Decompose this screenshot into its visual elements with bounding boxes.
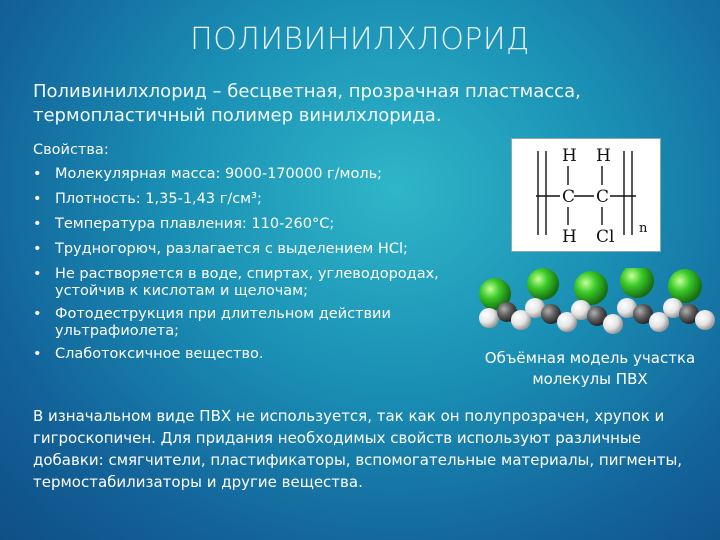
property-item: • Плотность: 1,35-1,43 г/см³; xyxy=(33,191,493,208)
property-item: • Не растворяется в воде, спиртах, углеводородах, устойчив к кислотам и щелочам; xyxy=(33,266,493,300)
formula-h-bottom: H xyxy=(562,227,577,247)
model-caption: Объёмная модель участка молекулы ПВХ xyxy=(484,349,696,388)
slide-title: ПОЛИВИНИЛХЛОРИД xyxy=(190,22,530,57)
intro-paragraph: Поливинилхлорид – бесцветная, прозрачная пластмасса, термопластичный полимер винилхлорида. xyxy=(33,81,581,126)
pvc-3d-model-image xyxy=(477,268,717,346)
pvc-3d-model-svg xyxy=(477,268,717,346)
formula-c-right: C xyxy=(596,187,610,207)
property-item: • Температура плавления: 110-260°С; xyxy=(33,216,493,233)
formula-bonds xyxy=(536,151,636,235)
property-item: • Трудногорюч, разлагается с выделением HCl; xyxy=(33,241,493,258)
structural-formula xyxy=(511,138,661,252)
property-item: • Фотодеструкция при длительном действии ультрафиолета; xyxy=(33,306,493,340)
summary-paragraph: В изначальном виде ПВХ не используется, так как он полупрозрачен, хрупок и гигроскопичен. Для придания необходимых свойств используют различные добавки: смягчители, пластификаторы, вспомогательные материалы, пигменты, термостабилизаторы и другие вещества. xyxy=(33,407,683,491)
formula-h-top-right: H xyxy=(596,146,611,166)
properties-heading: Свойства: xyxy=(33,142,109,158)
formula-cl-bottom: Cl xyxy=(596,227,615,247)
formula-h-top-left: H xyxy=(562,146,577,166)
structural-formula-svg xyxy=(512,139,660,251)
formula-c-left: C xyxy=(562,187,576,207)
properties-list xyxy=(33,166,493,371)
property-item: • Молекулярная масса: 9000-170000 г/моль; xyxy=(33,166,493,183)
property-item: • Слаботоксичное вещество. xyxy=(33,346,493,363)
formula-subscript-n: n xyxy=(639,221,648,236)
